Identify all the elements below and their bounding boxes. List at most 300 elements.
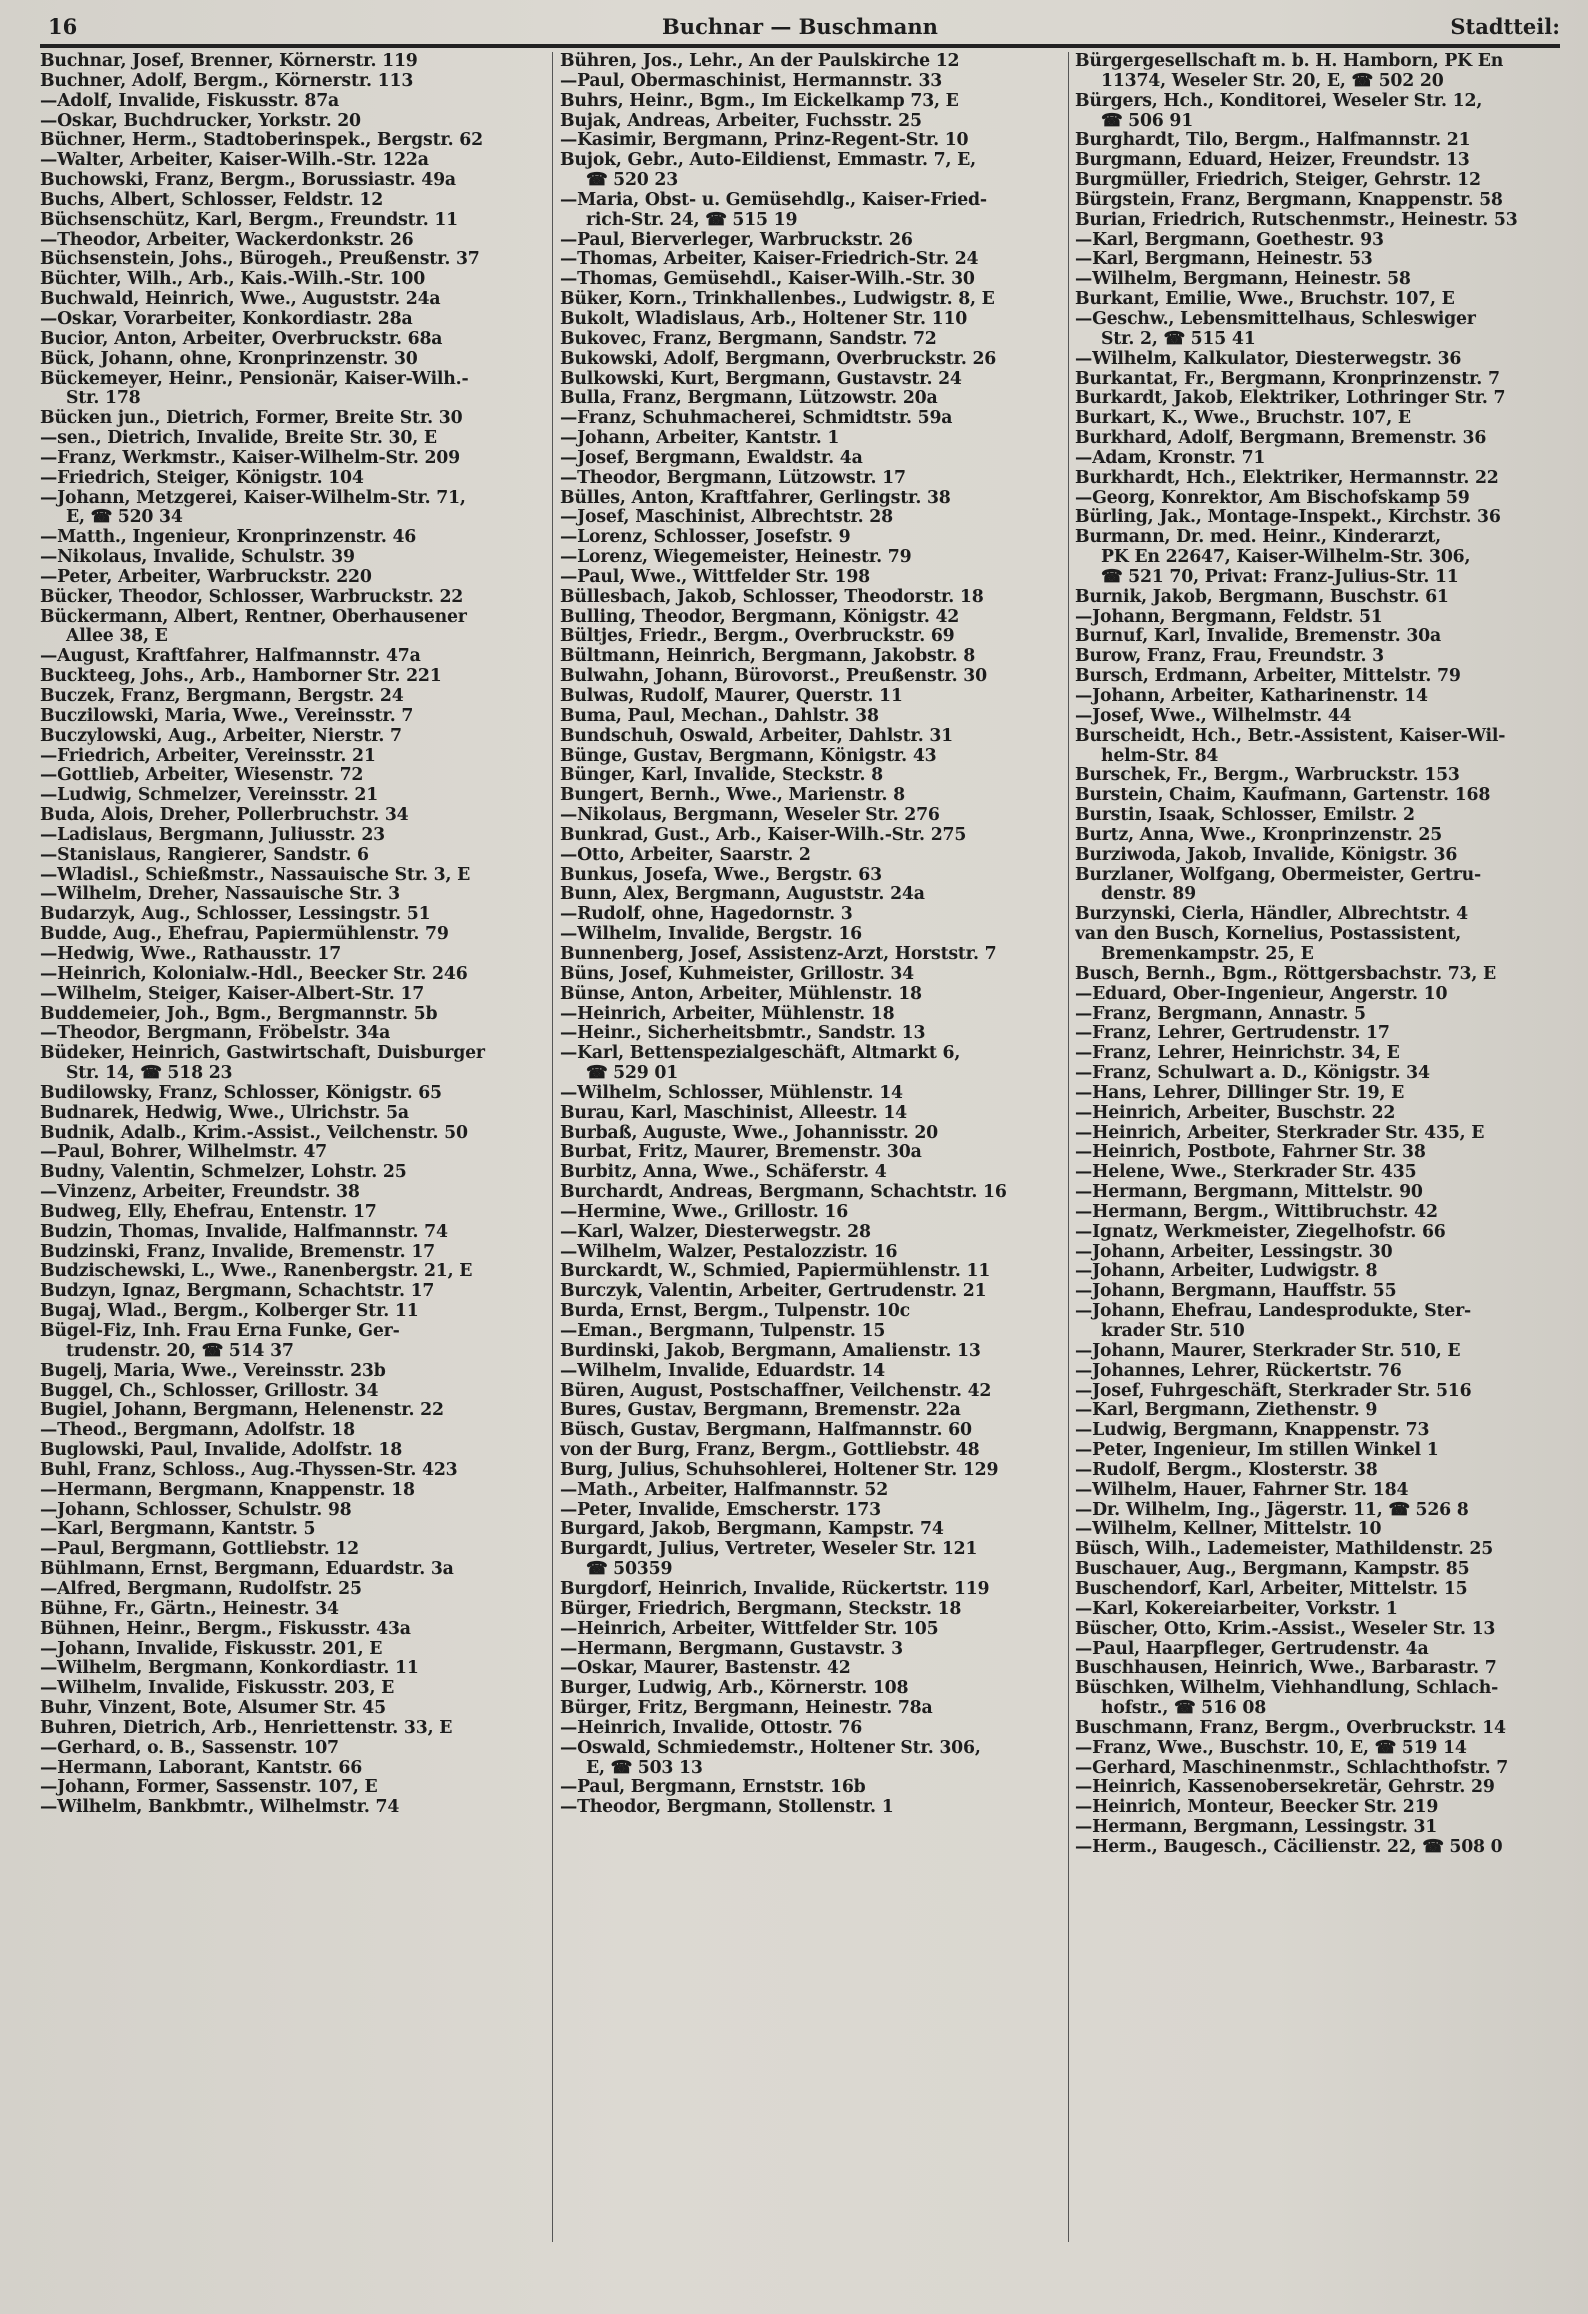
directory-entry <box>1075 1005 1588 1025</box>
entry-line: Buchowski, Franz, Bergm., Borussiastr. 49a <box>40 171 456 191</box>
entry-line: —Paul, Bergmann, Gottliebstr. 12 <box>40 1540 359 1560</box>
entry-line: Bügel-Fiz, Inh. Frau Erna Funke, Ger- <box>40 1322 400 1341</box>
directory-entry <box>40 846 545 866</box>
directory-entry <box>40 1282 545 1302</box>
entry-line: Burian, Friedrich, Rutschenmstr., Heinestr. 53 <box>1075 210 1518 230</box>
entry-line: Budzinski, Franz, Invalide, Bremenstr. 17 <box>40 1242 435 1262</box>
directory-entry <box>40 1183 545 1203</box>
entry-line: Budzyn, Ignaz, Bergmann, Schachtstr. 17 <box>40 1282 435 1302</box>
directory-entry <box>560 1798 1065 1818</box>
directory-entry <box>560 905 1065 925</box>
entry-line: Burkart, K., Wwe., Bruchstr. 107, E <box>1075 409 1411 429</box>
entry-line: Büsch, Gustav, Bergmann, Halfmannstr. 60 <box>560 1421 972 1441</box>
directory-entry <box>40 945 545 965</box>
entry-line: Burnuf, Karl, Invalide, Bremenstr. 30a <box>1075 627 1441 647</box>
directory-entry <box>1075 1203 1588 1223</box>
entry-line: Budnarek, Hedwig, Wwe., Ulrichstr. 5a <box>40 1103 409 1123</box>
directory-entry <box>1075 1401 1588 1421</box>
entry-line: Buschhausen, Heinrich, Wwe., Barbarastr. 7 <box>1075 1659 1497 1679</box>
directory-entry <box>1075 409 1588 429</box>
directory-entry <box>560 1580 1065 1600</box>
directory-entry <box>1075 608 1588 628</box>
entry-line: —Math., Arbeiter, Halfmannstr. 52 <box>560 1480 889 1500</box>
directory-entry <box>40 211 545 231</box>
entry-continuation-line: PK En 22647, Kaiser-Wilhelm-Str. 306, <box>1101 548 1471 568</box>
directory-entry <box>40 548 545 568</box>
directory-entry <box>40 449 545 469</box>
directory-entry <box>560 1223 1065 1243</box>
entry-line: Buma, Paul, Mechan., Dahlstr. 38 <box>560 706 879 726</box>
entry-line: Burckardt, W., Schmied, Papiermühlenstr. 11 <box>560 1262 991 1282</box>
entry-line: —Josef, Wwe., Wilhelmstr. 44 <box>1075 706 1352 726</box>
directory-entry <box>560 1262 1065 1282</box>
directory-entry <box>1075 1243 1588 1263</box>
directory-entry <box>1075 1124 1588 1144</box>
directory-entry <box>40 826 545 846</box>
directory-entry <box>40 568 545 588</box>
directory-entry <box>560 1342 1065 1362</box>
entry-continuation-line: Bremenkampstr. 25, E <box>1101 944 1314 964</box>
entry-line: Buda, Alois, Dreher, Pollerbruchstr. 34 <box>40 806 409 826</box>
entry-line: Buschauer, Aug., Bergmann, Kampstr. 85 <box>1075 1560 1470 1580</box>
entry-line: —Oskar, Buchdrucker, Yorkstr. 20 <box>40 111 361 131</box>
entry-line: —Wilhelm, Bergmann, Heinestr. 58 <box>1075 270 1411 290</box>
entry-line: —Heinrich, Postbote, Fahrner Str. 38 <box>1075 1143 1426 1163</box>
directory-entry <box>1075 489 1588 509</box>
directory-entry <box>40 1520 545 1540</box>
entry-line: Bulwas, Rudolf, Maurer, Querstr. 11 <box>560 687 903 706</box>
directory-entry <box>560 786 1065 806</box>
directory-entry <box>40 151 545 171</box>
entry-line: Bunkus, Josefa, Wwe., Bergstr. 63 <box>560 865 882 885</box>
directory-entry <box>1075 1540 1588 1560</box>
entry-line: Burziwoda, Jakob, Invalide, Königstr. 36 <box>1075 845 1458 865</box>
entry-line: —Wilhelm, Kalkulator, Diesterwegstr. 36 <box>1075 349 1462 369</box>
directory-entry <box>1075 647 1588 667</box>
entry-line: —Stanislaus, Rangierer, Sandstr. 6 <box>40 845 369 865</box>
entry-line: —Franz, Schulwart a. D., Königstr. 34 <box>1075 1064 1430 1084</box>
directory-entry <box>560 1719 1065 1739</box>
directory-entry <box>560 1679 1065 1699</box>
entry-line: Büllesbach, Jakob, Schlosser, Theodorstr. 18 <box>560 587 984 607</box>
directory-entry <box>40 1560 545 1580</box>
directory-entry <box>40 231 545 251</box>
directory-entry <box>40 1322 545 1362</box>
entry-line: Burgmann, Eduard, Heizer, Freundstr. 13 <box>1075 151 1470 171</box>
directory-entry <box>1075 1461 1588 1481</box>
directory-entry <box>40 330 545 350</box>
directory-entry <box>1075 191 1588 211</box>
directory-entry <box>40 1481 545 1501</box>
directory-entry <box>560 687 1065 707</box>
directory-entry <box>1075 846 1588 866</box>
page-header <box>40 8 1560 44</box>
entry-line: —Heinr., Sicherheitsbmtr., Sandstr. 13 <box>560 1024 926 1044</box>
directory-entry <box>40 647 545 667</box>
directory-entry <box>560 1699 1065 1719</box>
entry-line: —Otto, Arbeiter, Saarstr. 2 <box>560 845 811 865</box>
directory-entry <box>1075 131 1588 151</box>
directory-entry <box>560 588 1065 608</box>
entry-line: —Franz, Werkmstr., Kaiser-Wilhelm-Str. 209 <box>40 448 460 468</box>
entry-line: —August, Kraftfahrer, Halfmannstr. 47a <box>40 647 421 667</box>
entry-line: Burscheidt, Hch., Betr.-Assistent, Kaiser-Wil- <box>1075 726 1506 746</box>
directory-entry <box>560 548 1065 568</box>
entry-line: Burkant, Emilie, Wwe., Bruchstr. 107, E <box>1075 290 1455 310</box>
directory-entry <box>1075 905 1588 925</box>
directory-entry <box>560 1501 1065 1521</box>
entry-line: Bürgstein, Franz, Bergmann, Knappenstr. 58 <box>1075 190 1503 210</box>
entry-continuation-line: E, ☎ 520 34 <box>66 508 183 528</box>
directory-entry <box>40 985 545 1005</box>
entry-line: Bulwahn, Johann, Bürovorst., Preußenstr. 30 <box>560 667 987 687</box>
directory-entry <box>40 1640 545 1660</box>
entry-line: Burghardt, Tilo, Bergm., Halfmannstr. 21 <box>1075 131 1471 151</box>
entry-continuation-line: denstr. 89 <box>1101 885 1196 905</box>
directory-entry <box>40 1143 545 1163</box>
entry-line: —Ludwig, Bergmann, Knappenstr. 73 <box>1075 1421 1430 1441</box>
entry-line: Buhren, Dietrich, Arb., Henriettenstr. 33, E <box>40 1718 453 1738</box>
directory-entry <box>40 1044 545 1084</box>
directory-entry <box>1075 1659 1588 1679</box>
entry-line: Büdeker, Heinrich, Gastwirtschaft, Duisburger <box>40 1044 485 1064</box>
entry-line: Burow, Franz, Frau, Freundstr. 3 <box>1075 647 1385 667</box>
running-title: Buchnar — Buschmann <box>662 14 938 39</box>
column-1 <box>40 52 545 1818</box>
entry-line: Bühlmann, Ernst, Bergmann, Eduardstr. 3a <box>40 1560 454 1580</box>
entry-line: Bundschuh, Oswald, Arbeiter, Dahlstr. 31 <box>560 726 953 746</box>
entry-line: —Karl, Bergmann, Kantstr. 5 <box>40 1520 316 1540</box>
entry-continuation-line: rich-Str. 24, ☎ 515 19 <box>586 210 798 230</box>
entry-line: Burnik, Jakob, Bergmann, Buschstr. 61 <box>1075 587 1449 607</box>
directory-entry <box>1075 727 1588 767</box>
entry-line: —Wladisl., Schießmstr., Nassauische Str. 3, E <box>40 865 471 885</box>
directory-entry <box>560 1143 1065 1163</box>
directory-entry <box>1075 211 1588 231</box>
directory-entry <box>560 1362 1065 1382</box>
directory-entry <box>40 370 545 410</box>
entry-line: —Johann, Bergmann, Feldstr. 51 <box>1075 607 1383 627</box>
entry-line: —Josef, Bergmann, Ewaldstr. 4a <box>560 448 863 468</box>
directory-entry <box>1075 707 1588 727</box>
directory-entry <box>560 1659 1065 1679</box>
directory-entry <box>1075 1143 1588 1163</box>
directory-entry <box>560 1540 1065 1580</box>
entry-line: Bukowski, Adolf, Bergmann, Overbruckstr. 26 <box>560 349 997 369</box>
column-divider <box>1068 52 1069 2242</box>
entry-line: —Paul, Bierverleger, Warbruckstr. 26 <box>560 230 913 250</box>
entry-continuation-line: ☎ 529 01 <box>586 1064 679 1084</box>
entry-line: —Paul, Bohrer, Wilhelmstr. 47 <box>40 1143 328 1163</box>
directory-entry <box>560 449 1065 469</box>
entry-line: Buhrs, Heinr., Bgm., Im Eickelkamp 73, E <box>560 91 959 111</box>
directory-entry <box>1075 687 1588 707</box>
entry-line: Bückermann, Albert, Rentner, Oberhausener <box>40 607 467 627</box>
entry-line: Bukovec, Franz, Bergmann, Sandstr. 72 <box>560 329 937 349</box>
directory-entry <box>1075 1580 1588 1600</box>
entry-line: Burzynski, Cierla, Händler, Albrechtstr. 4 <box>1075 905 1468 925</box>
directory-entry <box>560 250 1065 270</box>
directory-entry <box>40 1679 545 1699</box>
entry-line: —Thomas, Arbeiter, Kaiser-Friedrich-Str. 24 <box>560 250 979 270</box>
directory-entry <box>560 727 1065 747</box>
entry-continuation-line: Str. 2, ☎ 515 41 <box>1101 329 1256 349</box>
directory-entry <box>40 965 545 985</box>
directory-entry <box>560 1322 1065 1342</box>
entry-line: —Johann, Arbeiter, Katharinenstr. 14 <box>1075 687 1428 706</box>
entry-line: Büchsenstein, Johs., Bürogeh., Preußenstr. 37 <box>40 250 480 270</box>
entry-line: —Gerhard, o. B., Sassenstr. 107 <box>40 1738 339 1758</box>
directory-entry <box>1075 1044 1588 1064</box>
entry-line: Büchter, Wilh., Arb., Kais.-Wilh.-Str. 100 <box>40 270 426 290</box>
directory-entry <box>40 1798 545 1818</box>
directory-entry <box>560 707 1065 727</box>
directory-entry <box>560 270 1065 290</box>
entry-line: —Wilhelm, Invalide, Eduardstr. 14 <box>560 1361 885 1381</box>
entry-line: Bunnenberg, Josef, Assistenz-Arzt, Horststr. 7 <box>560 944 997 964</box>
entry-line: Bücker, Theodor, Schlosser, Warbruckstr. 22 <box>40 587 464 607</box>
directory-entry <box>560 231 1065 251</box>
entry-line: —Friedrich, Steiger, Königstr. 104 <box>40 468 364 488</box>
directory-entry <box>1075 1024 1588 1044</box>
section-label: Stadtteil: <box>1450 14 1560 39</box>
directory-entry <box>40 1104 545 1124</box>
entry-line: —Franz, Schuhmacherei, Schmidtstr. 59a <box>560 409 953 429</box>
entry-line: —Franz, Lehrer, Heinrichstr. 34, E <box>1075 1044 1400 1064</box>
entry-line: —Heinrich, Arbeiter, Sterkrader Str. 435, E <box>1075 1123 1485 1143</box>
directory-entry <box>1075 1520 1588 1540</box>
entry-continuation-line: ☎ 506 91 <box>1101 111 1194 131</box>
directory-entry <box>40 1262 545 1282</box>
entry-line: Bujok, Gebr., Auto-Eildienst, Emmastr. 7, E, <box>560 151 976 171</box>
directory-entry <box>1075 1600 1588 1620</box>
directory-entry <box>1075 429 1588 449</box>
directory-entry <box>1075 1342 1588 1362</box>
entry-line: Burkardt, Jakob, Elektriker, Lothringer Str. 7 <box>1075 389 1506 409</box>
directory-entry <box>40 1421 545 1441</box>
entry-line: Burau, Karl, Maschinist, Alleestr. 14 <box>560 1103 908 1123</box>
entry-line: —Franz, Bergmann, Annastr. 5 <box>1075 1004 1366 1024</box>
directory-entry <box>1075 250 1588 270</box>
directory-entry <box>40 727 545 747</box>
directory-entry <box>40 1163 545 1183</box>
directory-entry <box>560 429 1065 449</box>
directory-entry <box>560 766 1065 786</box>
entry-line: —Theod., Bergmann, Adolfstr. 18 <box>40 1421 355 1441</box>
directory-entry <box>560 1441 1065 1461</box>
entry-line: Buschendorf, Karl, Arbeiter, Mittelstr. 15 <box>1075 1579 1468 1599</box>
directory-entry <box>560 985 1065 1005</box>
entry-line: —Hermine, Wwe., Grillostr. 16 <box>560 1202 849 1222</box>
entry-line: —Alfred, Bergmann, Rudolfstr. 25 <box>40 1579 362 1599</box>
entry-line: —Hans, Lehrer, Dillinger Str. 19, E <box>1075 1083 1405 1103</box>
entry-line: —Helene, Wwe., Sterkrader Str. 435 <box>1075 1163 1417 1183</box>
entry-line: —Karl, Bettenspezialgeschäft, Altmarkt 6, <box>560 1044 961 1064</box>
directory-entry <box>1075 231 1588 251</box>
entry-line: —Franz, Wwe., Buschstr. 10, E, ☎ 519 14 <box>1075 1738 1467 1758</box>
directory-entry <box>1075 1719 1588 1739</box>
entry-line: —Peter, Invalide, Emscherstr. 173 <box>560 1500 881 1520</box>
directory-entry <box>1075 310 1588 350</box>
entry-line: —Wilhelm, Kellner, Mittelstr. 10 <box>1075 1520 1382 1540</box>
entry-line: —Heinrich, Kolonialw.-Hdl., Beecker Str. 246 <box>40 964 468 984</box>
directory-entry <box>560 92 1065 112</box>
entry-line: —Oskar, Maurer, Bastenstr. 42 <box>560 1659 851 1679</box>
directory-entry <box>560 806 1065 826</box>
entry-line: —Wilhelm, Walzer, Pestalozzistr. 16 <box>560 1242 898 1262</box>
directory-entry <box>560 826 1065 846</box>
entry-line: Budnik, Adalb., Krim.-Assist., Veilchenstr. 50 <box>40 1123 468 1143</box>
entry-line: —Karl, Walzer, Diesterwegstr. 28 <box>560 1222 871 1242</box>
entry-line: Buschmann, Franz, Bergm., Overbruckstr. 14 <box>1075 1718 1506 1738</box>
directory-entry <box>40 786 545 806</box>
directory-entry <box>560 1084 1065 1104</box>
entry-line: —Heinrich, Monteur, Beecker Str. 219 <box>1075 1798 1439 1818</box>
directory-entry <box>40 290 545 310</box>
directory-entry <box>40 270 545 290</box>
directory-entry <box>1075 1302 1588 1342</box>
entry-continuation-line: hofstr., ☎ 516 08 <box>1101 1699 1267 1719</box>
entry-line: —Nikolaus, Invalide, Schulstr. 39 <box>40 548 355 568</box>
entry-line: —Peter, Ingenieur, Im stillen Winkel 1 <box>1075 1441 1439 1461</box>
directory-entry <box>560 112 1065 132</box>
directory-entry <box>1075 469 1588 489</box>
entry-line: Burdinski, Jakob, Bergmann, Amalienstr. 13 <box>560 1341 981 1361</box>
entry-line: Burczyk, Valentin, Arbeiter, Gertrudenstr. 21 <box>560 1282 987 1302</box>
entry-line: van den Busch, Kornelius, Postassistent, <box>1075 925 1462 945</box>
directory-entry <box>40 171 545 191</box>
entry-line: Burschek, Fr., Bergm., Warbruckstr. 153 <box>1075 766 1460 786</box>
entry-line: —Heinrich, Kassenobersekretär, Gehrstr. 29 <box>1075 1778 1495 1798</box>
directory-entry <box>1075 151 1588 171</box>
entry-line: Burbaß, Auguste, Wwe., Johannisstr. 20 <box>560 1123 939 1143</box>
entry-line: Bürgers, Hch., Konditorei, Weseler Str. 12, <box>1075 91 1483 111</box>
entry-line: von der Burg, Franz, Bergm., Gottliebstr. 48 <box>560 1441 980 1461</box>
entry-line: Budweg, Elly, Ehefrau, Entenstr. 17 <box>40 1202 377 1222</box>
directory-entry <box>40 429 545 449</box>
entry-line: —Oswald, Schmiedemstr., Holtener Str. 306, <box>560 1738 981 1758</box>
entry-line: —Theodor, Bergmann, Lützowstr. 17 <box>560 468 906 488</box>
directory-entry <box>560 945 1065 965</box>
directory-entry <box>560 330 1065 350</box>
directory-entry <box>1075 786 1588 806</box>
entry-continuation-line: ☎ 521 70, Privat: Franz-Julius-Str. 11 <box>1101 567 1459 587</box>
entry-line: —Johann, Schlosser, Schulstr. 98 <box>40 1500 352 1520</box>
entry-line: —Paul, Haarpfleger, Gertrudenstr. 4a <box>1075 1639 1429 1659</box>
directory-entry <box>40 925 545 945</box>
directory-entry <box>40 250 545 270</box>
entry-line: —Franz, Lehrer, Gertrudenstr. 17 <box>1075 1024 1390 1044</box>
directory-entry <box>560 647 1065 667</box>
directory-entry <box>560 1104 1065 1124</box>
entry-line: Burkantat, Fr., Bergmann, Kronprinzenstr. 7 <box>1075 369 1500 389</box>
entry-line: —Wilhelm, Invalide, Bergstr. 16 <box>560 925 862 945</box>
entry-line: Budilowsky, Franz, Schlosser, Königstr. 65 <box>40 1083 442 1103</box>
entry-line: —Hedwig, Wwe., Rathausstr. 17 <box>40 944 342 964</box>
directory-entry <box>40 1401 545 1421</box>
entry-line: —Vinzenz, Arbeiter, Freundstr. 38 <box>40 1183 360 1203</box>
entry-line: —Johann, Metzgerei, Kaiser-Wilhelm-Str. 71, <box>40 488 466 508</box>
directory-entry <box>560 667 1065 687</box>
directory-entry <box>40 528 545 548</box>
entry-line: Burger, Ludwig, Arb., Körnerstr. 108 <box>560 1679 909 1699</box>
directory-entry <box>40 707 545 727</box>
directory-entry <box>560 627 1065 647</box>
entry-line: Buhl, Franz, Schloss., Aug.-Thyssen-Str. 423 <box>40 1460 458 1480</box>
entry-line: —Friedrich, Arbeiter, Vereinsstr. 21 <box>40 746 376 766</box>
directory-entry <box>560 747 1065 767</box>
directory-entry <box>1075 985 1588 1005</box>
entry-continuation-line: Str. 14, ☎ 518 23 <box>66 1064 233 1084</box>
entry-line: —Peter, Arbeiter, Warbruckstr. 220 <box>40 567 372 587</box>
entry-line: —Hermann, Bergmann, Gustavstr. 3 <box>560 1639 903 1659</box>
directory-entry <box>40 1461 545 1481</box>
entry-line: —Paul, Obermaschinist, Hermannstr. 33 <box>560 71 943 91</box>
entry-line: —Paul, Bergmann, Ernststr. 16b <box>560 1778 866 1798</box>
entry-line: Burtz, Anna, Wwe., Kronprinzenstr. 25 <box>1075 825 1443 845</box>
directory-entry <box>1075 1282 1588 1302</box>
entry-line: —Karl, Kokereiarbeiter, Vorkstr. 1 <box>1075 1599 1398 1619</box>
directory-entry <box>40 1600 545 1620</box>
entry-line: Busch, Bernh., Bgm., Röttgersbachstr. 73, E <box>1075 964 1496 984</box>
directory-entry <box>560 1302 1065 1322</box>
entry-line: —Dr. Wilhelm, Ing., Jägerstr. 11, ☎ 526 8 <box>1075 1500 1469 1520</box>
directory-entry <box>560 608 1065 628</box>
entry-line: Bujak, Andreas, Arbeiter, Fuchsstr. 25 <box>560 111 922 131</box>
entry-line: —Lorenz, Wiegemeister, Heinestr. 79 <box>560 548 912 568</box>
entry-line: —Adolf, Invalide, Fiskusstr. 87a <box>40 91 340 111</box>
entry-line: Bühnen, Heinr., Bergm., Fiskusstr. 43a <box>40 1619 411 1639</box>
directory-entry <box>40 1302 545 1322</box>
directory-entry <box>1075 1441 1588 1461</box>
entry-line: Buchs, Albert, Schlosser, Feldstr. 12 <box>40 190 384 210</box>
entry-line: —sen., Dietrich, Invalide, Breite Str. 30, E <box>40 429 437 449</box>
directory-entry <box>560 885 1065 905</box>
directory-entry <box>40 112 545 132</box>
directory-entry <box>1075 1560 1588 1580</box>
entry-line: Bungert, Bernh., Wwe., Marienstr. 8 <box>560 786 905 806</box>
entry-line: Budzischewski, L., Wwe., Ranenbergstr. 21, E <box>40 1262 473 1282</box>
directory-entry <box>560 1044 1065 1084</box>
entry-line: —Wilhelm, Schlosser, Mühlenstr. 14 <box>560 1083 903 1103</box>
entry-line: Bugiel, Johann, Bergmann, Helenenstr. 22 <box>40 1401 444 1421</box>
entry-line: Bugelj, Maria, Wwe., Vereinsstr. 23b <box>40 1361 386 1381</box>
directory-entry <box>1075 1798 1588 1818</box>
entry-line: Bunkrad, Gust., Arb., Kaiser-Wilh.-Str. 275 <box>560 825 967 845</box>
directory-entry <box>560 1203 1065 1223</box>
directory-entry <box>560 1461 1065 1481</box>
entry-line: —Wilhelm, Bergmann, Konkordiastr. 11 <box>40 1659 419 1679</box>
directory-entry <box>40 885 545 905</box>
entry-line: Bürling, Jak., Montage-Inspekt., Kirchstr. 36 <box>1075 508 1501 528</box>
directory-entry <box>1075 1421 1588 1441</box>
directory-entry <box>40 1362 545 1382</box>
entry-line: —Karl, Bergmann, Goethestr. 93 <box>1075 230 1384 250</box>
entry-line: —Johannes, Lehrer, Rückertstr. 76 <box>1075 1361 1402 1381</box>
entry-line: —Georg, Konrektor, Am Bischofskamp 59 <box>1075 488 1470 508</box>
entry-line: —Gerhard, Maschinenmstr., Schlachthofstr. 7 <box>1075 1758 1509 1778</box>
directory-entry <box>1075 1501 1588 1521</box>
entry-line: Büns, Josef, Kuhmeister, Grillostr. 34 <box>560 964 915 984</box>
directory-entry <box>1075 1679 1588 1719</box>
directory-entry <box>1075 528 1588 588</box>
entry-line: —Johann, Arbeiter, Lessingstr. 30 <box>1075 1242 1393 1262</box>
entry-line: —Walter, Arbeiter, Kaiser-Wilh.-Str. 122a <box>40 151 429 171</box>
directory-entry <box>40 131 545 151</box>
entry-line: Bück, Johann, ohne, Kronprinzenstr. 30 <box>40 349 418 369</box>
entry-line: —Matth., Ingenieur, Kronprinzenstr. 46 <box>40 528 417 548</box>
entry-line: —Johann, Former, Sassenstr. 107, E <box>40 1778 378 1798</box>
